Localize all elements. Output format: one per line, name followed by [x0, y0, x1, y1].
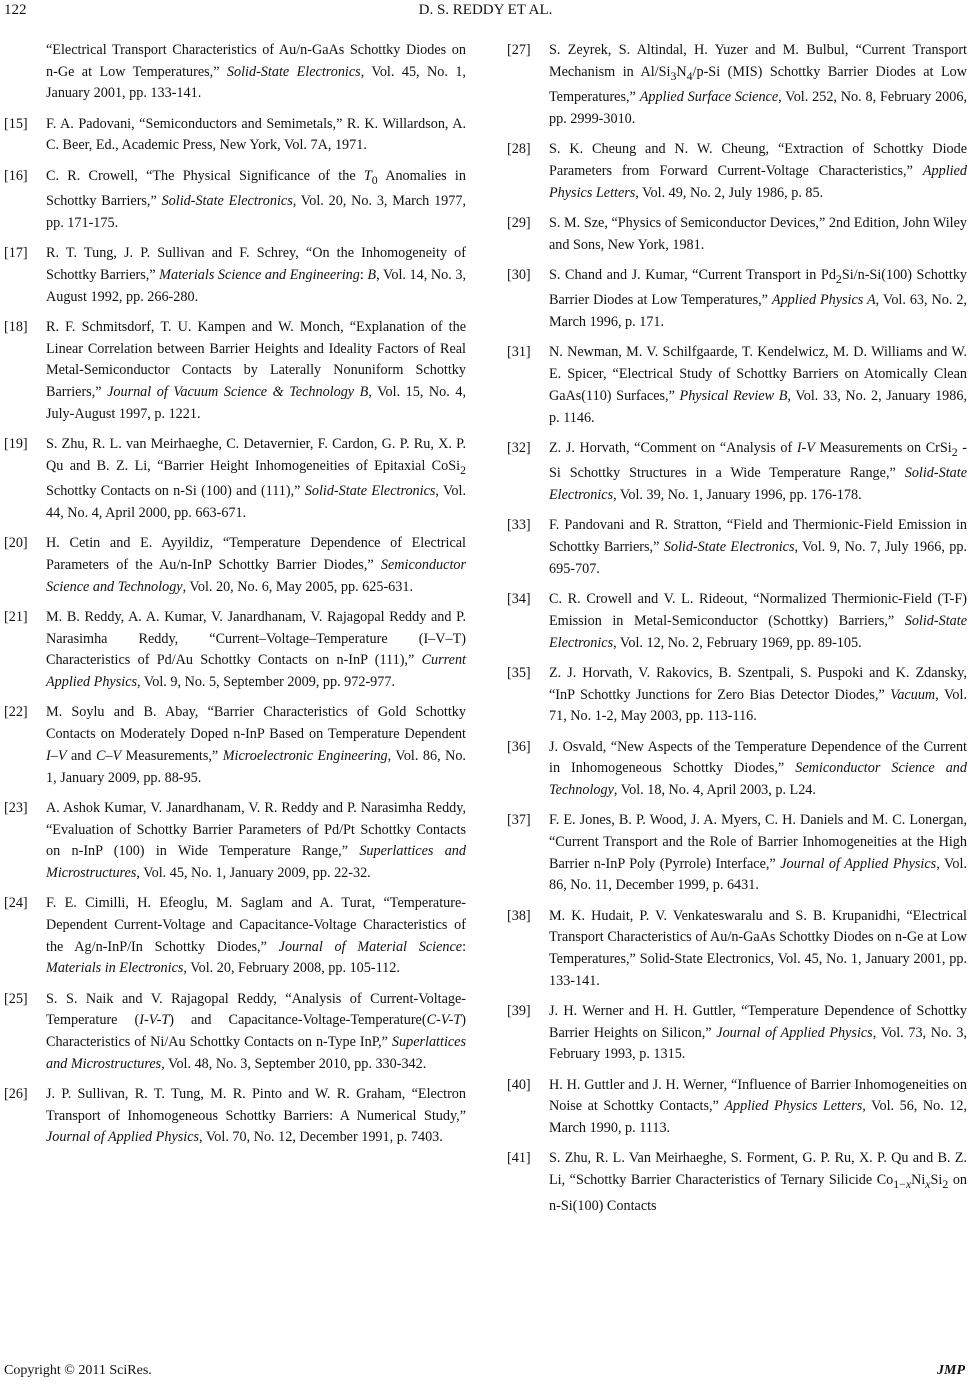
reference-entry	[507, 265, 967, 334]
reference-column-left	[4, 40, 466, 1158]
reference-entry	[507, 213, 967, 256]
reference-text: S. S. Naik and V. Rajagopal Reddy, “Analysis of Current-Voltage-Temperature (I-V-T) and Capacitance-Voltage-Temperature(C-V-T) Characteristics of Ni/Au Schottky Contacts on n-Type InP,” Superlattices and Microstructures, Vol. 48, No. 3, September 2010, pp. 330-342.	[46, 990, 467, 1072]
reference-entry	[507, 663, 967, 728]
reference-text: M. K. Hudait, P. V. Venkateswaralu and S. B. Krupanidhi, “Electrical Transport Characteristics of Au/n-GaAs Schottky Diodes on n-Ge at Low Temperatures,” Solid-State Electronics, Vol. 45, No. 1, January 2001, pp. 133-141.	[549, 907, 967, 989]
reference-text: S. M. Sze, “Physics of Semiconductor Devices,” 2nd Edition, John Wiley and Sons, New York, 1981.	[549, 214, 967, 253]
reference-number: [40]	[507, 1076, 531, 1093]
reference-entry	[4, 1084, 466, 1149]
reference-text: F. Pandovani and R. Stratton, “Field and Thermionic-Field Emission in Schottky Barriers,” Solid-State Electronics, Vol. 9, No. 7, July 1966, pp. 695-707.	[549, 517, 967, 577]
reference-entry	[507, 139, 967, 204]
reference-number: [36]	[507, 738, 531, 755]
reference-entry	[507, 342, 967, 429]
reference-number: [23]	[4, 799, 28, 816]
reference-entry	[507, 810, 967, 897]
reference-entry	[4, 317, 466, 426]
reference-text: S. Zhu, R. L. Van Meirhaeghe, S. Forment, G. P. Ru, X. P. Qu and B. Z. Li, “Schottky Barrier Characteristics of Ternary Silicide $Co_{1-x}Ni_xSi_2$ on n-Si(100) Contacts	[549, 1150, 968, 1214]
reference-number: [30]	[507, 266, 531, 283]
reference-entry	[4, 243, 466, 308]
reference-entry	[507, 40, 967, 131]
reference-number: [18]	[4, 318, 28, 335]
reference-number: [19]	[4, 436, 28, 453]
reference-number: [26]	[4, 1086, 28, 1103]
reference-entry	[4, 434, 466, 525]
running-head: D. S. REDDY ET AL.	[418, 2, 553, 18]
reference-number: [24]	[4, 895, 28, 912]
reference-text: H. H. Guttler and J. H. Werner, “Influence of Barrier Inhomogeneities on Noise at Schottky Contacts,” Applied Physics Letters, Vol. 56, No. 12, March 1990, p. 1113.	[549, 1076, 967, 1137]
reference-number: [25]	[4, 990, 28, 1007]
reference-number: [29]	[507, 214, 531, 231]
reference-number: [28]	[507, 141, 531, 158]
reference-text: “Electrical Transport Characteristics of Au/n-GaAs Schottky Diodes on n-Ge at Low Temperatures,” Solid-State Electronics, Vol. 45, No. 1, January 2001, pp. 133-141.	[46, 42, 466, 102]
reference-text: S. Zhu, R. L. van Meirhaeghe, C. Detavernier, F. Cardon, G. P. Ru, X. P. Qu and B. Z. Li, “Barrier Height Inhomogeneities of Epitaxial CoSi$_2$ Schottky Contacts on n-Si (100) and (111),” Solid-State Electronics, Vol. 44, No. 4, April 2000, pp. 663-671.	[46, 436, 467, 521]
reference-text: M. B. Reddy, A. A. Kumar, V. Janardhanam, V. Rajagopal Reddy and P. Narasimha Reddy, “Current–Voltage–Temperature (I–V–T) Characteristics of Pd/Au Schottky Contacts on n-InP (111),” Current Applied Physics, Vol. 9, No. 5, September 2009, pp. 972-977.	[46, 608, 466, 691]
reference-number: [21]	[4, 608, 28, 625]
reference-entry	[507, 737, 967, 802]
copyright-notice: Copyright © 2011 SciRes.	[4, 1363, 152, 1378]
reference-text: R. F. Schmitsdorf, T. U. Kampen and W. Monch, “Explanation of the Linear Correlation between Barrier Heights and Ideality Factors of Real Metal-Semiconductor Contacts by Laterally Nonuniform Schottky Barriers,” Journal of Vacuum Science & Technology B, Vol. 15, No. 4, July-August 1997, p. 1221.	[46, 318, 466, 422]
reference-entry	[4, 166, 466, 235]
reference-entry	[507, 1075, 967, 1140]
reference-number: [33]	[507, 517, 531, 534]
reference-text: N. Newman, M. V. Schilfgaarde, T. Kendelwicz, M. D. Williams and W. E. Spicer, “Electrical Study of Schottky Barriers on Atomically Clean GaAs(110) Surfaces,” Physical Review B, Vol. 33, No. 2, January 1986, p. 1146.	[549, 344, 967, 426]
reference-number: [27]	[507, 42, 531, 58]
reference-number: [31]	[507, 344, 531, 361]
reference-number: [20]	[4, 535, 28, 552]
reference-text: J. P. Sullivan, R. T. Tung, M. R. Pinto and W. R. Graham, “Electron Transport of Inhomogeneous Schottky Barriers: A Numerical Study,” Journal of Applied Physics, Vol. 70, No. 12, December 1991, p. 7403.	[46, 1086, 466, 1146]
reference-entry	[4, 893, 466, 980]
reference-entry	[4, 114, 466, 157]
reference-entry	[4, 989, 466, 1076]
reference-text: C. R. Crowell, “The Physical Significance of the $T_0$ Anomalies in Schottky Barriers,” Solid-State Electronics, Vol. 20, No. 3, March 1977, pp. 171-175.	[46, 167, 466, 231]
reference-number: [37]	[507, 812, 531, 829]
reference-text: Z. J. Horvath, “Comment on “Analysis of I-V Measurements on CrSi$_2$ - Si Schottky Structures in a Wide Temperature Range,” Solid-State Electronics, Vol. 39, No. 1, January 1996, pp. 176-178.	[549, 439, 967, 504]
reference-number: [34]	[507, 591, 531, 608]
reference-text: J. Osvald, “New Aspects of the Temperature Dependence of the Current in Inhomogeneous Schottky Diodes,” Semiconductor Science and Technology, Vol. 18, No. 4, April 2003, p. L24.	[549, 738, 967, 798]
reference-text: H. Cetin and E. Ayyildiz, “Temperature Dependence of Electrical Parameters of the Au/n-InP Schottky Barrier Diodes,” Semiconductor Science and Technology, Vol. 20, No. 6, May 2005, pp. 625-631.	[46, 535, 466, 595]
reference-number: [32]	[507, 439, 531, 456]
reference-text: F. A. Padovani, “Semiconductors and Semimetals,” R. K. Willardson, A. C. Beer, Ed., Academic Press, New York, Vol. 7A, 1971.	[46, 115, 466, 154]
reference-text: F. E. Cimilli, H. Efeoglu, M. Saglam and A. Turat, “Temperature-Dependent Current-Voltage and Capacitance-Voltage Characteristics of the Ag/n-InP/In Schottky Diodes,” Journal of Material Science: Materials in Electronics, Vol. 20, February 2008, pp. 105-112.	[46, 895, 467, 977]
reference-entry	[507, 515, 967, 580]
reference-entry	[4, 533, 466, 598]
reference-entry	[507, 1148, 967, 1217]
reference-number: [15]	[4, 115, 28, 132]
reference-entry	[507, 438, 967, 507]
reference-entry	[4, 798, 466, 885]
reference-text: Z. J. Horvath, V. Rakovics, B. Szentpali, S. Puspoki and K. Zdansky, “InP Schottky Junctions for Zero Bias Detector Diodes,” Vacuum, Vol. 71, No. 1-2, May 2003, pp. 113-116.	[549, 664, 967, 725]
journal-abbreviation: JMP	[937, 1363, 965, 1378]
page-number: 122	[4, 2, 27, 18]
reference-entry	[507, 906, 967, 993]
reference-number: [16]	[4, 167, 28, 184]
reference-text: S. Chand and J. Kumar, “Current Transport in $Pd_2Si/n-Si(100)$ Schottky Barrier Diodes at Low Temperatures,” Applied Physics A, Vol. 63, No. 2, March 1996, p. 171.	[549, 266, 968, 331]
reference-number: [22]	[4, 704, 28, 721]
reference-text: R. T. Tung, J. P. Sullivan and F. Schrey, “On the Inhomogeneity of Schottky Barriers,” Materials Science and Engineering: B, Vol. 14, No. 3, August 1992, pp. 266-280.	[46, 245, 466, 305]
reference-text: S. Zeyrek, S. Altindal, H. Yuzer and M. Bulbul, “Current Transport Mechanism in $Al/Si_3N_4/p-Si$ (MIS) Schottky Barrier Diodes at Low Temperatures,” Applied Surface Science, Vol. 252, No. 8, February 2006, pp. 2999-3010.	[549, 42, 968, 127]
reference-entry	[507, 1001, 967, 1066]
reference-text: A. Ashok Kumar, V. Janardhanam, V. R. Reddy and P. Narasimha Reddy, “Evaluation of Schottky Barrier Parameters of Pd/Pt Schottky Contacts on n-InP (100) in Wide Temperature Range,” Superlattices and Microstructures, Vol. 45, No. 1, January 2009, pp. 22-32.	[46, 799, 466, 881]
reference-text: C. R. Crowell and V. L. Rideout, “Normalized Thermionic-Field (T-F) Emission in Metal-Semiconductor (Schottky) Barriers,” Solid-State Electronics, Vol. 12, No. 2, February 1969, pp. 89-105.	[549, 591, 967, 651]
reference-column-right	[507, 40, 967, 1226]
reference-number: [38]	[507, 907, 531, 924]
reference-text: M. Soylu and B. Abay, “Barrier Characteristics of Gold Schottky Contacts on Moderately Doped n-InP Based on Temperature Dependent I–V and C–V Measurements,” Microelectronic Engineering, Vol. 86, No. 1, January 2009, pp. 88-95.	[46, 704, 466, 786]
reference-text: F. E. Jones, B. P. Wood, J. A. Myers, C. H. Daniels and M. C. Lonergan, “Current Transport and the Role of Barrier Inhomogeneities at the High Barrier n-InP Poly (Pyrrole) Interface,” Journal of Applied Physics, Vol. 86, No. 11, December 1999, p. 6431.	[549, 812, 967, 894]
reference-text: J. H. Werner and H. H. Guttler, “Temperature Dependence of Schottky Barrier Heights on Silicon,” Journal of Applied Physics, Vol. 73, No. 3, February 1993, p. 1315.	[549, 1003, 967, 1063]
reference-number	[4, 40, 46, 105]
reference-entry	[4, 702, 466, 789]
reference-number: [39]	[507, 1003, 531, 1020]
reference-number: [17]	[4, 245, 28, 262]
reference-entry	[507, 589, 967, 654]
reference-entry	[4, 40, 466, 105]
reference-number: [41]	[507, 1150, 531, 1167]
reference-entry	[4, 607, 466, 694]
reference-number: [35]	[507, 664, 531, 681]
reference-text: S. K. Cheung and N. W. Cheung, “Extraction of Schottky Diode Parameters from Forward Current-Voltage Characteristics,” Applied Physics Letters, Vol. 49, No. 2, July 1986, p. 85.	[549, 141, 967, 201]
